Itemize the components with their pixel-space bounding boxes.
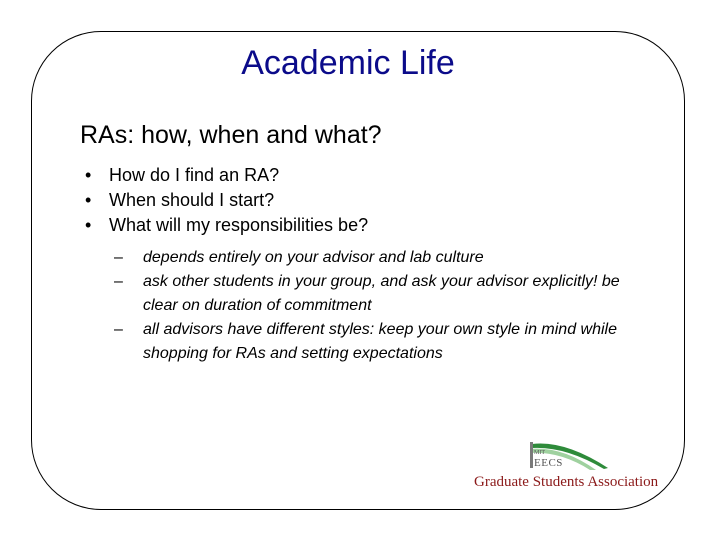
sub-bullet-text: ask other students in your group, and ask your advisor explicitly! be clear on duration of commitment [143,273,620,314]
sub-bullet-item [114,318,654,366]
sub-bullet-list [114,246,654,366]
bullet-item [80,213,660,238]
bullet-text: How do I find an RA? [109,165,280,185]
sub-bullet-marker: – [114,321,123,338]
bullet-item [80,163,660,188]
logo-bar [530,442,533,468]
slide-title: Academic Life [241,44,455,82]
bullet-marker: • [85,165,92,185]
bullet-marker: • [85,215,92,235]
bullet-marker: • [85,190,92,210]
logo-eecs-text: EECS [534,457,563,469]
bullet-text: What will my responsibilities be? [109,215,369,235]
logo-mit-text: MIT [534,450,545,456]
sub-bullet-item [114,246,654,270]
sub-bullet-marker: – [114,273,123,290]
sub-bullet-text: all advisors have different styles: keep your own style in mind while shopping for RAs and setting expectations [143,321,617,362]
sub-bullet-text: depends entirely on your advisor and lab culture [143,249,484,266]
gsa-logo [470,438,659,498]
bullet-list [80,163,660,238]
sub-bullet-marker: – [114,249,123,266]
section-heading: RAs: how, when and what? [80,121,382,149]
sub-bullet-item [114,270,654,318]
logo-org-name: Graduate Students Association [474,474,659,490]
bullet-item [80,188,660,213]
bullet-text: When should I start? [109,190,275,210]
